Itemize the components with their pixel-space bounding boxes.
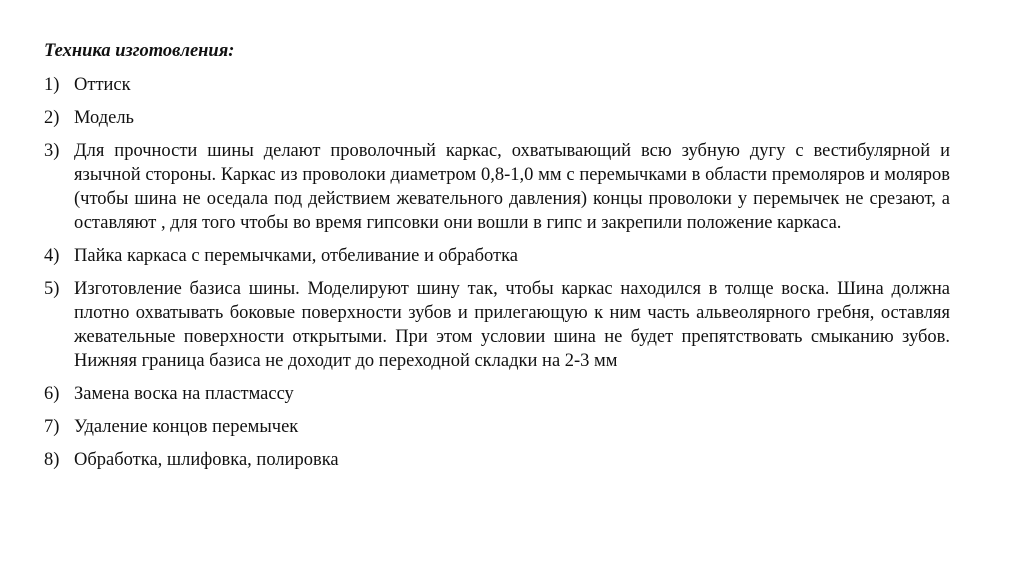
step-number: 4) [44,245,60,266]
step-item-3 [44,140,950,235]
step-text: Оттиск [74,75,131,95]
step-number: 3) [44,141,60,162]
step-text: Обработка, шлифовка, полировка [74,450,339,471]
step-text: Пайка каркаса с перемычками, отбеливание и обработка [74,245,519,266]
step-item-7 [44,416,950,440]
step-item-2 [44,107,950,131]
step-text: Замена воска на пластмассу [74,383,294,404]
step-item-5 [44,278,950,373]
step-text: Удаление концов перемычек [74,416,299,437]
step-number: 1) [44,75,60,95]
step-text: Изготовление базиса шины. Моделируют шину так, чтобы каркас находился в толще воска. Шина должна плотно охватывать боковые поверхности зубов и прилегающую к ним часть альвеолярного гребня, оставляя жевательные поверхности открытыми. При этом условии шина не будет препятствовать смыканию зубов. Нижняя граница базиса не доходит до переходной складки на 2-3 мм [74,279,950,371]
step-item-4 [44,245,950,269]
step-number: 2) [44,108,60,129]
step-number: 8) [44,450,60,471]
section-heading: Техника изготовления: [44,41,235,61]
step-number: 7) [44,416,60,437]
step-item-1 [44,74,950,98]
step-item-6 [44,383,950,407]
step-number: 5) [44,279,60,300]
step-item-8 [44,449,950,473]
step-text: Для прочности шины делают проволочный каркас, охватывающий всю зубную дугу с вестибулярной и язычной стороны. Каркас из проволоки диаметром 0,8-1,0 мм с перемычками в области премоляров и моляров (чтобы шина не оседала под действием жевательного давления) концы проволоки у перемычек не срезают, а оставляют , для того чтобы во время гипсовки они вошли в гипс и закрепили положение каркаса. [74,141,950,233]
steps-list [44,74,950,482]
step-number: 6) [44,383,60,404]
step-text: Модель [74,108,134,129]
